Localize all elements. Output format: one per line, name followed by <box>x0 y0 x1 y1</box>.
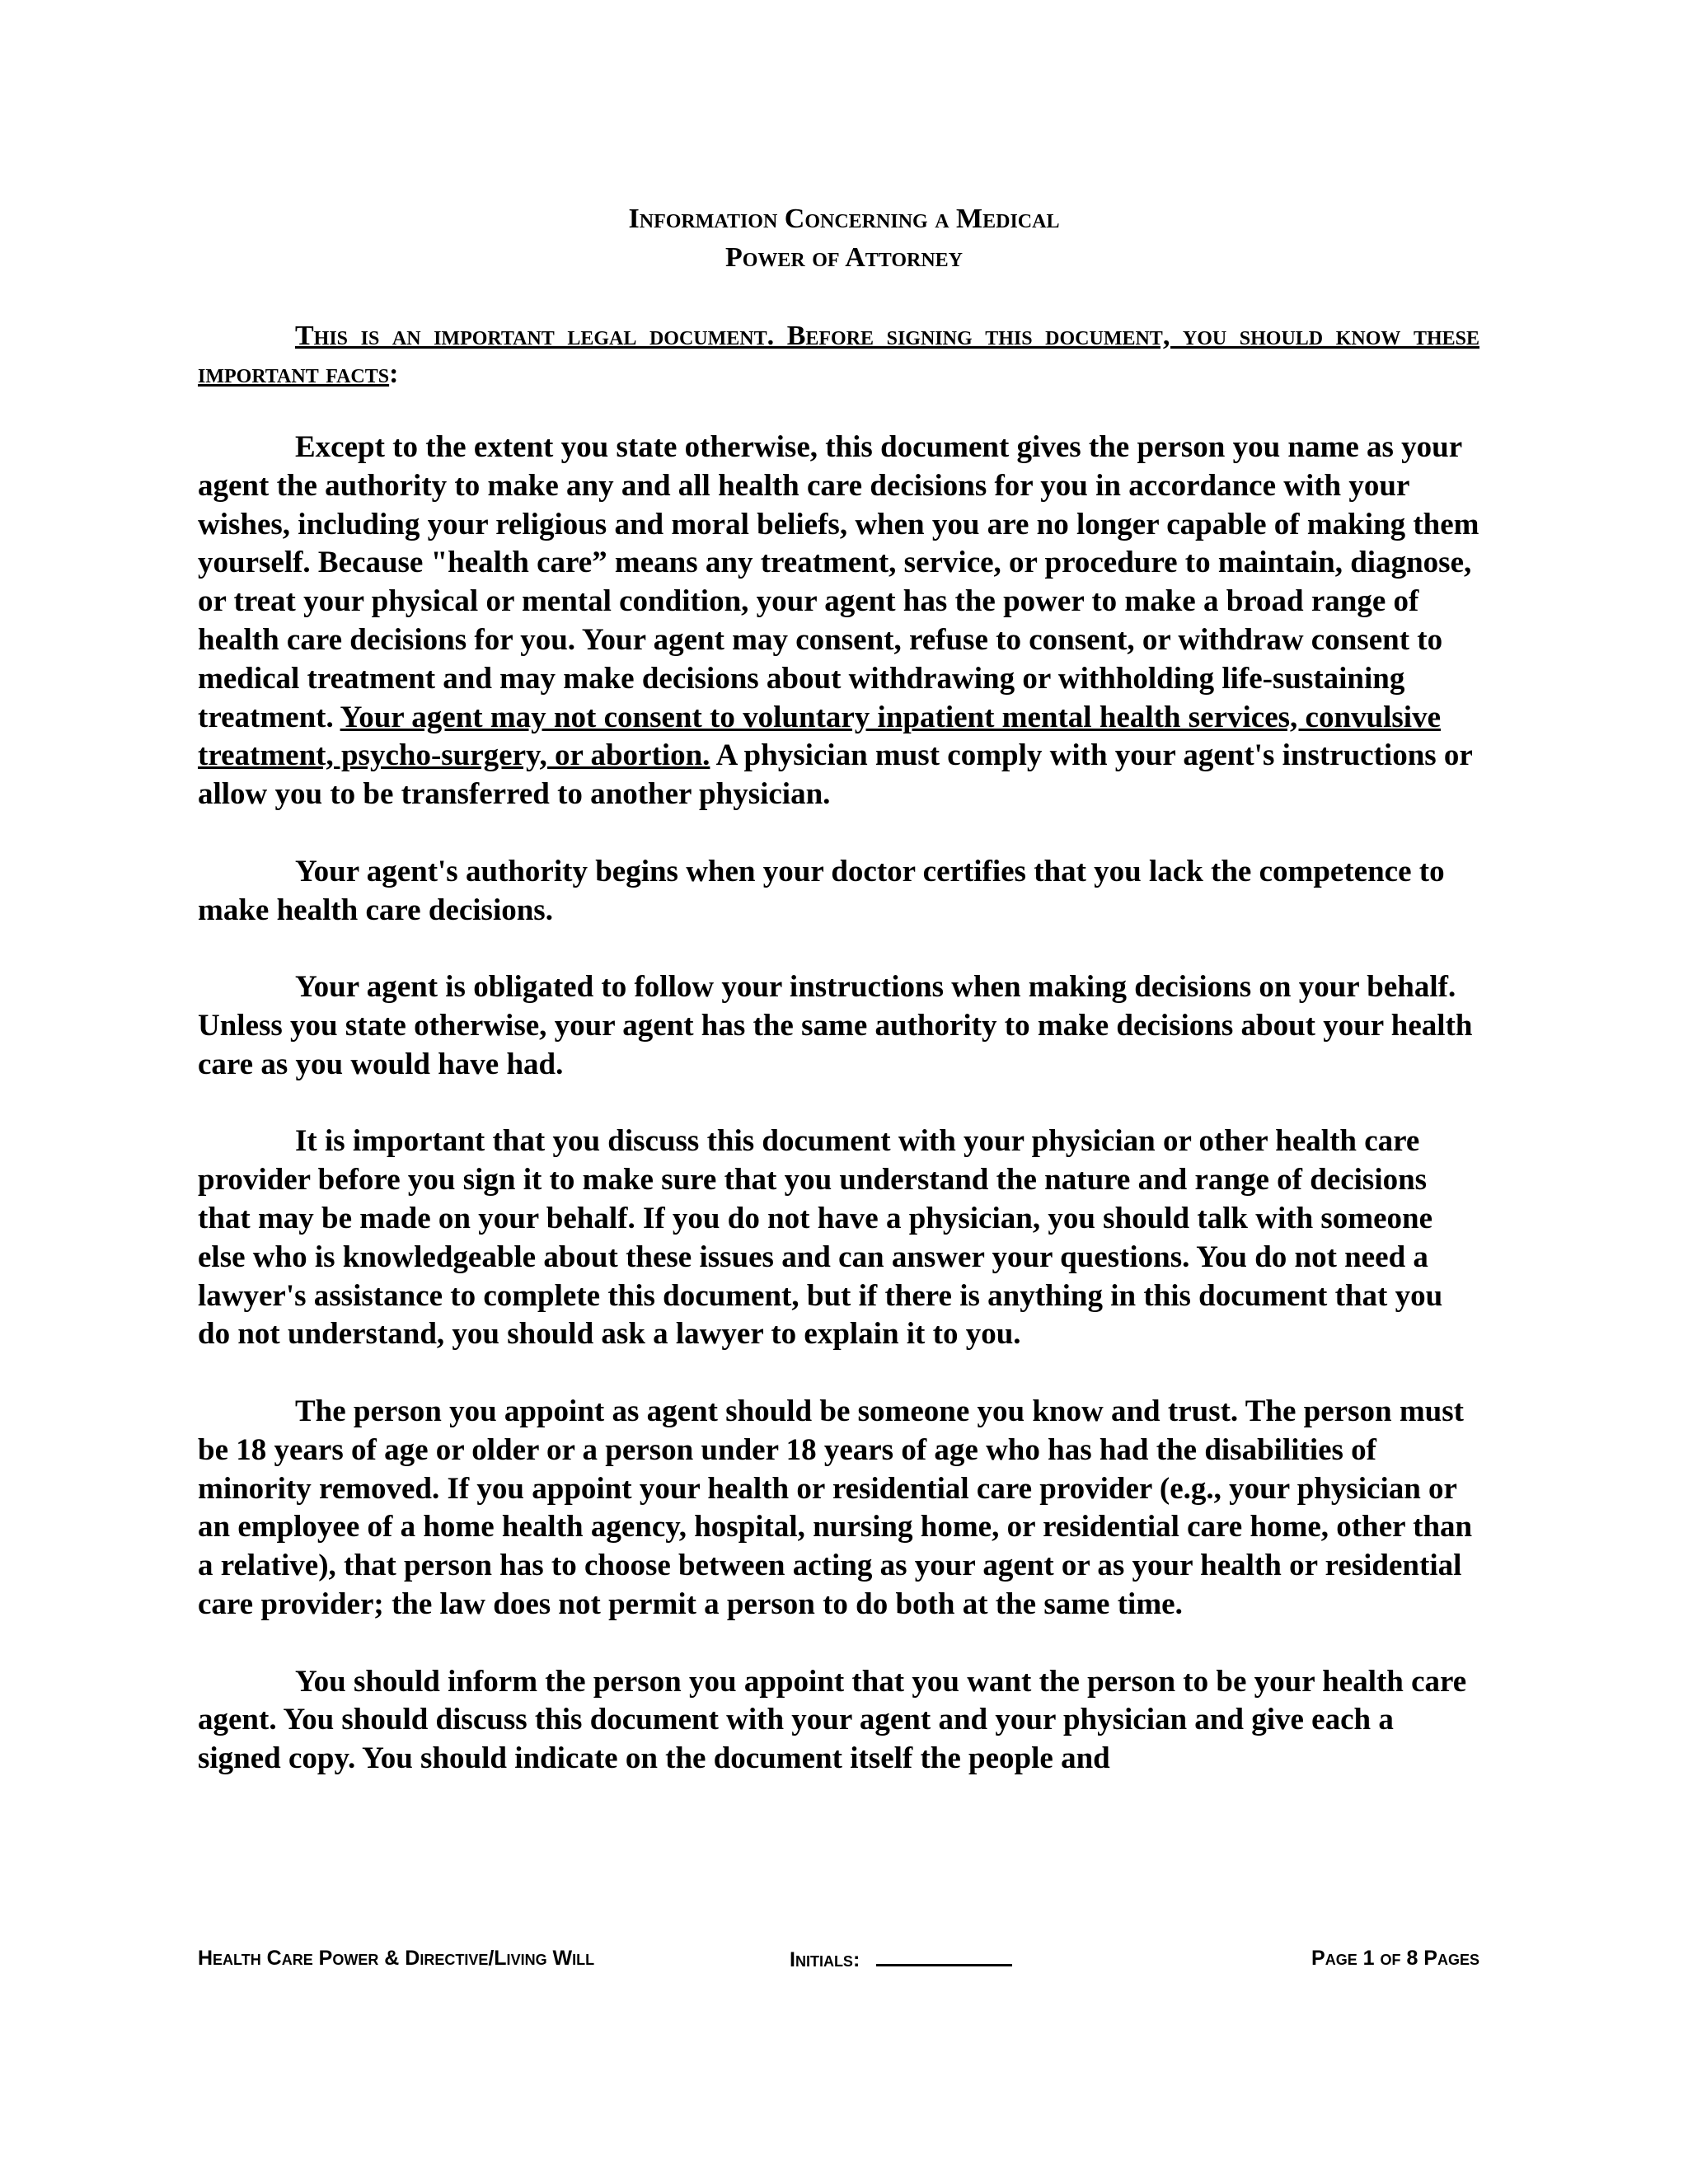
initials-blank-line[interactable] <box>876 1946 1012 1966</box>
footer-document-name: Health Care Power & Directive/Living Will <box>198 1947 595 1970</box>
document-title-line-2: Power of Attorney <box>724 242 964 273</box>
paragraph-authority-begins: Your agent's authority begins when your doctor certifies that you lack the competence to make health care decisions. <box>198 854 1445 927</box>
document-title-line-1: Information Concerning a Medical <box>628 204 1060 234</box>
paragraph-choosing-agent: The person you appoint as agent should be someone you know and trust. The person must be 18 years of age or older or a person under 18 years of age who has had the disabilities of minority removed. If you appoint your health or residential care provider (e.g., your physician or an employee of a home health agency, hospital, nursing home, or residential care home, other than a relative), that person has to choose between acting as your agent or as your health or residential care provider; the law does not permit a person to do both at the same time. <box>198 1394 1473 1621</box>
important-notice-text: This is an important legal document. Before signing this document, you should know these important facts <box>198 321 1479 389</box>
footer-initials <box>790 1946 1012 1972</box>
paragraph-1-underlined-text: Your agent may not consent to voluntary inpatient mental health services, convulsive treatment, psycho-surgery, or abortion. <box>198 700 1441 773</box>
document-body <box>198 429 1480 1817</box>
paragraph-1-text: Except to the extent you state otherwise, this document gives the person you name as your agent the authority to make any and all health care decisions for you in accordance with your wishes, including your religious and moral beliefs, when you are no longer capable of making them yourself. Because "health care” means any treatment, service, or procedure to maintain, diagnose, or treat your physical or mental condition, your agent has the power to make a broad range of health care decisions for you. Your agent may consent, refuse to consent, or withdraw consent to medical treatment and may make decisions about withdrawing or withholding life-sustaining treatment. <box>198 430 1479 734</box>
paragraph-agent-obligation: Your agent is obligated to follow your instructions when making decisions on your behalf. Unless you state otherwise, your agent has the same authority to make decisions about your health care as you would have had. <box>198 970 1473 1081</box>
initials-label: Initials: <box>790 1948 860 1971</box>
paragraph-discuss-with-physician: It is important that you discuss this document with your physician or other health care provider before you sign it to make sure that you understand the nature and range of decisions that may be made on your behalf. If you do not have a physician, you should talk with someone else who is knowledgeable about these issues and can answer your questions. You do not need a lawyer's assistance to complete this document, but if there is anything in this document that you do not understand, you should ask a lawyer to explain it to you. <box>198 1124 1443 1352</box>
important-notice <box>198 317 1479 393</box>
paragraph-agent-authority <box>198 429 1480 814</box>
footer-page-number: Page 1 of 8 Pages <box>1311 1947 1479 1970</box>
important-notice-colon: : <box>389 359 399 389</box>
paragraph-inform-agent: You should inform the person you appoint that you want the person to be your health care agent. You should discuss this document with your agent and your physician and give each a signed copy. You should indicate on the document itself the people and <box>198 1664 1467 1776</box>
paragraph-1-text-end: A physician must comply with your agent's instructions or allow you to be transferred to another physician. <box>198 738 1473 812</box>
